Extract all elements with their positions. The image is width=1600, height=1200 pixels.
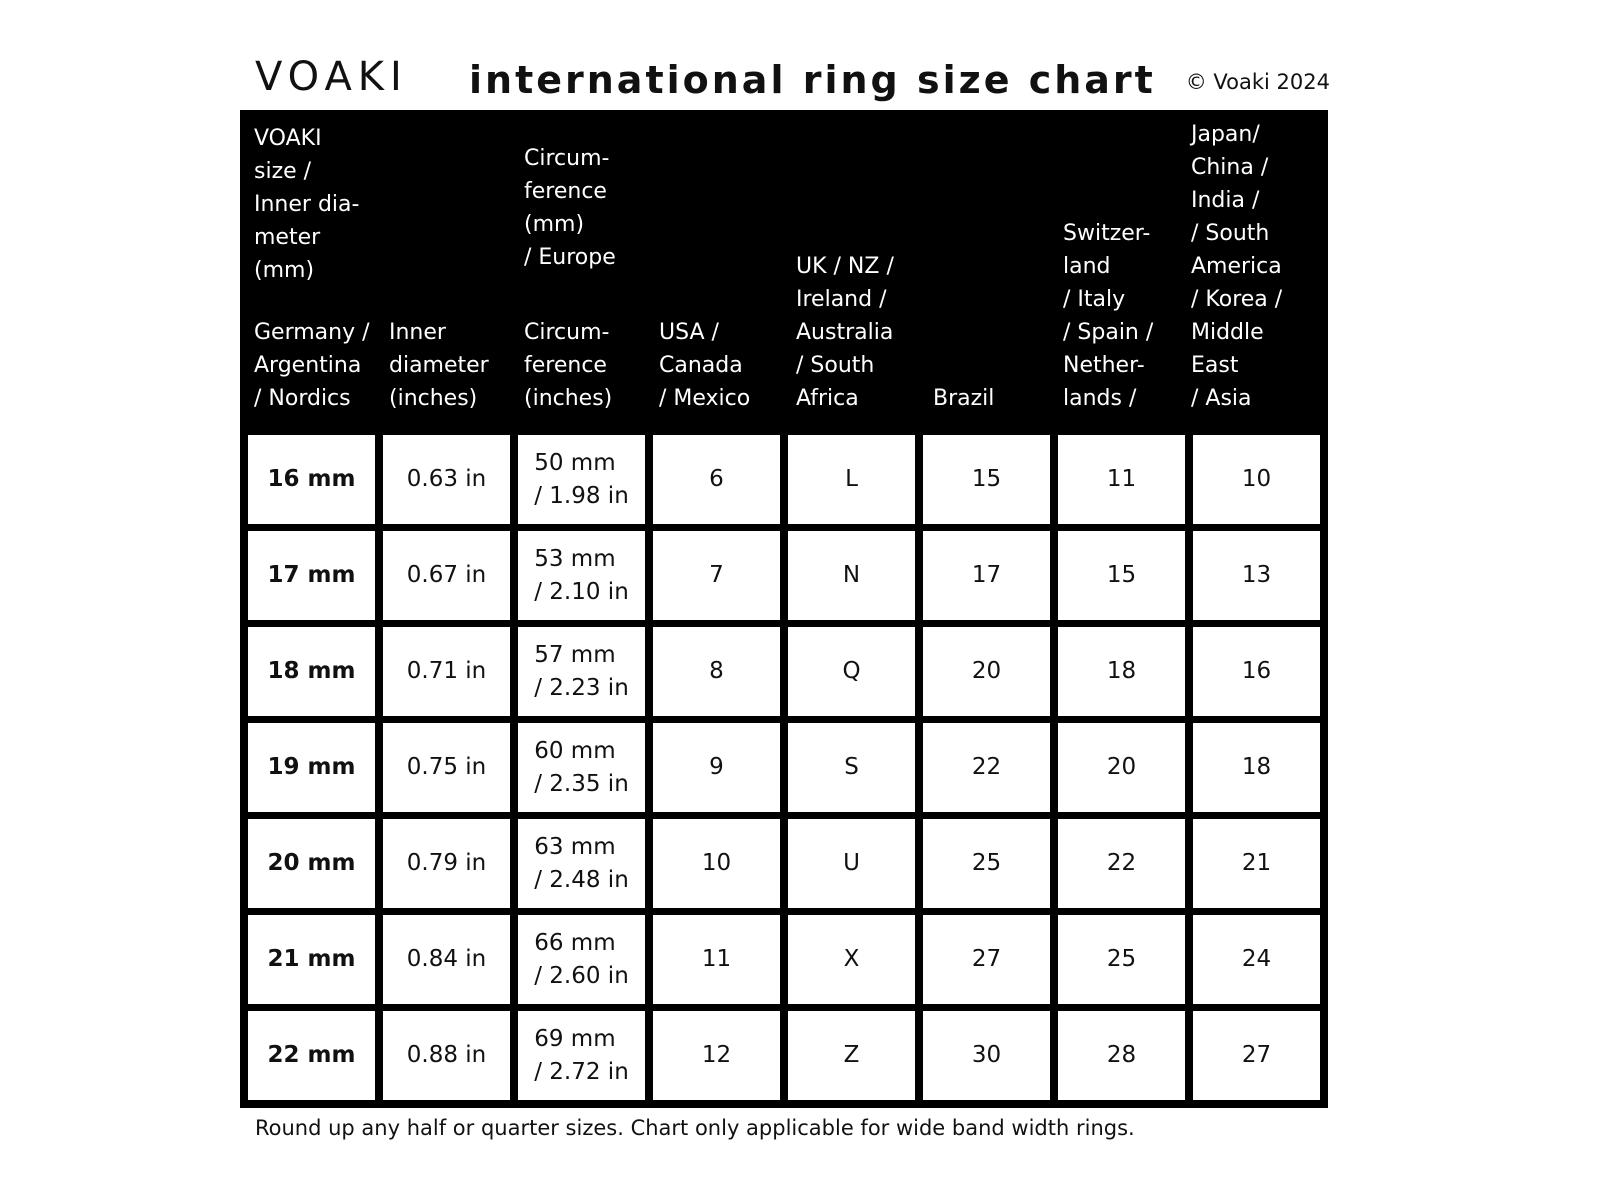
brand-logo: VOAKI	[255, 54, 408, 100]
cell-value: 10	[701, 850, 732, 876]
cell-value: 20 mm	[267, 850, 356, 876]
table-cell	[248, 819, 375, 908]
cell-value: 11	[1106, 466, 1137, 492]
cell-value: 18	[1106, 658, 1137, 684]
cell-value: 16 mm	[267, 466, 356, 492]
title-bar	[255, 52, 1330, 108]
cell-value: 9	[709, 754, 724, 780]
cell-value: 0.88 in	[406, 1042, 487, 1068]
cell-value: 20	[1106, 754, 1137, 780]
table-cell	[653, 1011, 780, 1100]
cell-value: N	[842, 562, 861, 588]
table-cell	[383, 723, 510, 812]
cell-value: 7	[709, 562, 724, 588]
cell-value: Z	[843, 1042, 860, 1068]
table-cell	[1058, 435, 1185, 524]
table-cell	[248, 723, 375, 812]
cell-value: 18	[1241, 754, 1272, 780]
table-cell	[383, 1011, 510, 1100]
table-cell	[1193, 531, 1320, 620]
column-header-7	[1063, 122, 1198, 415]
table-cell	[1193, 627, 1320, 716]
table-cell	[383, 915, 510, 1004]
column-header-bottom: Circum- ference (inches)	[524, 320, 613, 411]
cell-value: 0.79 in	[406, 850, 487, 876]
column-header-4	[659, 122, 794, 415]
cell-value: 25	[1106, 946, 1137, 972]
table-cell	[1193, 723, 1320, 812]
table-cell	[788, 627, 915, 716]
table-cell	[1193, 915, 1320, 1004]
table-cell	[248, 915, 375, 1004]
table-cell	[1058, 1011, 1185, 1100]
column-header-bottom: USA / Canada / Mexico	[659, 320, 751, 411]
cell-value: S	[844, 754, 859, 780]
cell-value: 22	[971, 754, 1002, 780]
cell-value: 66 mm / 2.60 in	[534, 929, 629, 989]
table-cell	[1058, 915, 1185, 1004]
column-header-6	[933, 122, 1068, 415]
chart-title: international ring size chart	[469, 58, 1156, 102]
table-cell	[383, 531, 510, 620]
table-cell	[518, 819, 645, 908]
table-cell	[1058, 819, 1185, 908]
table-cell	[518, 915, 645, 1004]
cell-value: 20	[971, 658, 1002, 684]
cell-value: 30	[971, 1042, 1002, 1068]
table-cell	[923, 435, 1050, 524]
cell-value: 19 mm	[267, 754, 356, 780]
cell-value: 27	[971, 946, 1002, 972]
table-cell	[923, 819, 1050, 908]
cell-value: 0.75 in	[406, 754, 487, 780]
cell-value: 17 mm	[267, 562, 356, 588]
table-cell	[788, 435, 915, 524]
column-header-bottom: Switzer- land / Italy / Spain / Nether- lands /	[1063, 221, 1154, 411]
cell-value: 10	[1241, 466, 1272, 492]
cell-value: 69 mm / 2.72 in	[534, 1025, 629, 1085]
table-cell	[1193, 819, 1320, 908]
cell-value: 13	[1241, 562, 1272, 588]
cell-value: 17	[971, 562, 1002, 588]
cell-value: 0.67 in	[406, 562, 487, 588]
table-cell	[518, 723, 645, 812]
table-cell	[248, 435, 375, 524]
cell-value: 16	[1241, 658, 1272, 684]
table-cell	[248, 627, 375, 716]
column-header-bottom: Inner diameter (inches)	[389, 320, 489, 411]
column-header-8	[1191, 122, 1326, 415]
cell-value: 11	[701, 946, 732, 972]
column-header-3	[524, 122, 659, 415]
table-header	[240, 110, 1328, 435]
table-cell	[653, 435, 780, 524]
cell-value: U	[843, 850, 860, 876]
cell-value: 24	[1241, 946, 1272, 972]
column-header-top: Circum- ference (mm) / Europe	[524, 146, 616, 270]
cell-value: 0.84 in	[406, 946, 487, 972]
cell-value: 18 mm	[267, 658, 356, 684]
cell-value: 12	[701, 1042, 732, 1068]
ring-size-table	[240, 110, 1328, 1108]
cell-value: 21 mm	[267, 946, 356, 972]
column-header-top: VOAKI size / Inner dia- meter (mm)	[254, 126, 360, 283]
table-cell	[788, 915, 915, 1004]
cell-value: 60 mm / 2.35 in	[534, 737, 629, 797]
table-cell	[248, 531, 375, 620]
cell-value: Q	[842, 658, 861, 684]
table-cell	[1058, 723, 1185, 812]
cell-value: 22 mm	[267, 1042, 356, 1068]
cell-value: L	[845, 466, 858, 492]
table-cell	[788, 819, 915, 908]
table-cell	[923, 627, 1050, 716]
column-header-bottom: Japan/ China / India / / South America / Korea / Middle East / Asia	[1191, 122, 1283, 411]
table-cell	[653, 723, 780, 812]
cell-value: 0.63 in	[406, 466, 487, 492]
cell-value: 6	[709, 466, 724, 492]
cell-value: 15	[1106, 562, 1137, 588]
table-cell	[923, 531, 1050, 620]
table-cell	[653, 627, 780, 716]
table-cell	[518, 1011, 645, 1100]
copyright-notice: © Voaki 2024	[1185, 70, 1330, 94]
cell-value: 53 mm / 2.10 in	[534, 545, 629, 605]
cell-value: 22	[1106, 850, 1137, 876]
table-cell	[923, 915, 1050, 1004]
table-cell	[1058, 531, 1185, 620]
table-cell	[518, 627, 645, 716]
table-cell	[788, 1011, 915, 1100]
table-cell	[248, 1011, 375, 1100]
cell-value: 15	[971, 466, 1002, 492]
table-cell	[923, 723, 1050, 812]
table-cell	[1193, 1011, 1320, 1100]
table-cell	[518, 435, 645, 524]
table-cell	[788, 531, 915, 620]
cell-value: 57 mm / 2.23 in	[534, 641, 629, 701]
cell-value: 25	[971, 850, 1002, 876]
table-cell	[923, 1011, 1050, 1100]
table-cell	[653, 915, 780, 1004]
cell-value: 8	[709, 658, 724, 684]
cell-value: X	[843, 946, 860, 972]
cell-value: 21	[1241, 850, 1272, 876]
column-header-bottom: UK / NZ / Ireland / Australia / South Africa	[796, 254, 894, 411]
table-cell	[383, 627, 510, 716]
column-header-5	[796, 122, 931, 415]
footnote: Round up any half or quarter sizes. Chart only applicable for wide band width rings.	[255, 1116, 1135, 1140]
table-cell	[653, 531, 780, 620]
cell-value: 0.71 in	[406, 658, 487, 684]
column-header-bottom: Germany / Argentina / Nordics	[254, 320, 370, 411]
table-cell	[1058, 627, 1185, 716]
table-cell	[383, 819, 510, 908]
column-header-1	[254, 122, 389, 415]
table-cell	[1193, 435, 1320, 524]
cell-value: 63 mm / 2.48 in	[534, 833, 629, 893]
table-cell	[383, 435, 510, 524]
table-cell	[653, 819, 780, 908]
cell-value: 50 mm / 1.98 in	[534, 449, 629, 509]
cell-value: 28	[1106, 1042, 1137, 1068]
cell-value: 27	[1241, 1042, 1272, 1068]
column-header-2	[389, 122, 524, 415]
table-cell	[518, 531, 645, 620]
column-header-bottom: Brazil	[933, 386, 995, 411]
table-cell	[788, 723, 915, 812]
